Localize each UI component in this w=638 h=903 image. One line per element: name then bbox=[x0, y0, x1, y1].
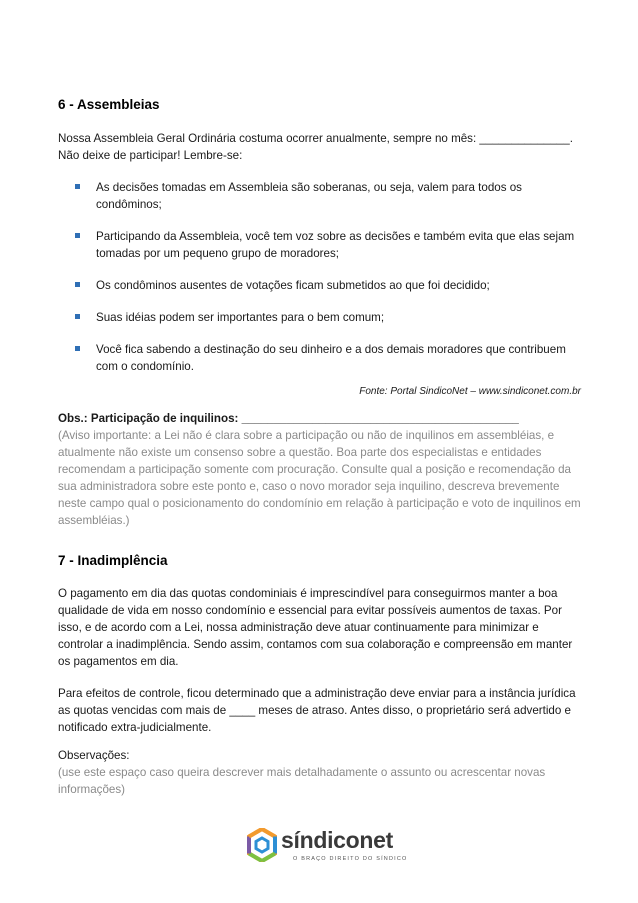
logo-tagline: O BRAÇO DIREITO DO SÍNDICO bbox=[293, 856, 408, 862]
square-bullet-icon bbox=[75, 346, 80, 351]
section-6-title: 6 - Assembleias bbox=[58, 97, 160, 112]
square-bullet-icon bbox=[75, 282, 80, 287]
list-item: Você fica sabendo a destinação do seu dinheiro e a dos demais moradores que contribuem com o condomínio. bbox=[58, 341, 586, 375]
section-7-observations bbox=[58, 747, 586, 798]
square-bullet-icon bbox=[75, 233, 80, 238]
sindiconet-logo bbox=[247, 826, 417, 866]
intro-line-2: Não deixe de participar! Lembre-se: bbox=[58, 149, 243, 162]
list-item: Participando da Assembleia, você tem voz sobre as decisões e também evita que elas sejam tomadas por um pequeno grupo de moradores; bbox=[58, 228, 586, 262]
tenant-participation-block bbox=[58, 410, 586, 529]
logo-wordmark: síndiconet bbox=[281, 827, 394, 853]
hexagon-logo-icon bbox=[247, 828, 277, 862]
observations-label: Observações: bbox=[58, 749, 130, 762]
list-item: As decisões tomadas em Assembleia são soberanas, ou seja, valem para todos os condôminos; bbox=[58, 179, 586, 213]
section-6-bullet-list bbox=[58, 179, 586, 390]
square-bullet-icon bbox=[75, 314, 80, 319]
square-bullet-icon bbox=[75, 184, 80, 189]
list-item: Os condôminos ausentes de votações ficam submetidos ao que foi decidido; bbox=[58, 277, 586, 294]
section-7-title: 7 - Inadimplência bbox=[58, 553, 168, 568]
tenant-participation-note: (Aviso importante: a Lei não é clara sobre a participação ou não de inquilinos em assembléias, e atualmente não existe um consenso sobre a questão. Boa parte dos especialistas e entidades recomendam a participação somente com procuração. Consulte qual a posição e recomendação da sua administradora sobre este ponto e, caso o novo morador seja inquilino, descreva brevemente neste campo qual o posicionamento do condomínio em relação à participação e voto de inquilinos em assembléias.) bbox=[58, 429, 581, 527]
section-7-paragraph-2: Para efeitos de controle, ficou determinado que a administração deve enviar para a instância jurídica as quotas vencidas com mais de ____ meses de atraso. Antes disso, o proprietário será advertido e notificado extra-judicialmente. bbox=[58, 687, 576, 734]
section-6-intro bbox=[58, 130, 586, 164]
section-7-paragraph-1: O pagamento em dia das quotas condominiais é imprescindível para conseguirmos manter a boa qualidade de vida em nosso condomínio e essencial para evitar possíveis aumentos de taxas. Por isso, e de acordo com a Lei, nossa administração deve atuar continuamente para minimizar e controlar a inadimplência. Sendo assim, contamos com sua colaboração e compreensão em manter os pagamentos em dia. bbox=[58, 587, 573, 668]
tenant-participation-label: Obs.: Participação de inquilinos: ___________________________________________ bbox=[58, 412, 519, 425]
intro-line-1: Nossa Assembleia Geral Ordinária costuma ocorrer anualmente, sempre no mês: ______________. bbox=[58, 132, 573, 145]
observations-note: (use este espaço caso queira descrever mais detalhadamente o assunto ou acrescentar novas informações) bbox=[58, 766, 546, 796]
source-citation: Fonte: Portal SindicoNet – www.sindiconet.com.br bbox=[359, 386, 581, 397]
list-item: Suas idéias podem ser importantes para o bem comum; bbox=[58, 309, 586, 326]
